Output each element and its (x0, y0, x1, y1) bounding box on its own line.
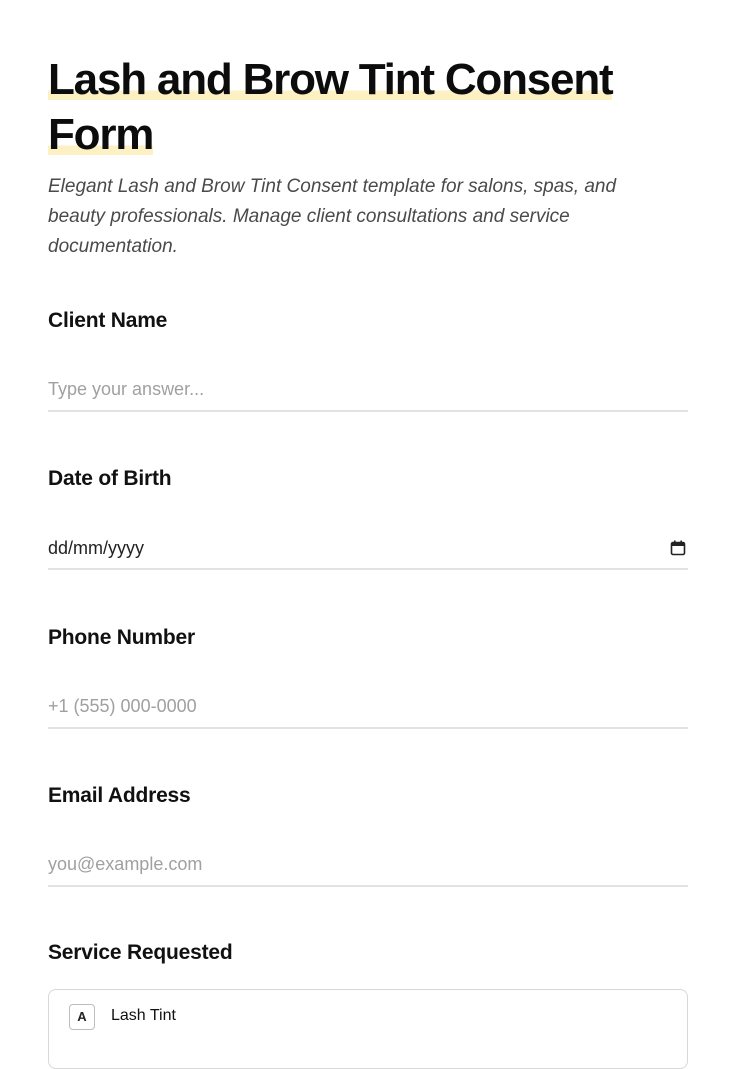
service-requested-label: Service Requested (48, 941, 233, 964)
email-address-label: Email Address (48, 784, 191, 807)
service-requested-field (48, 939, 688, 967)
page-subtitle: Elegant Lash and Brow Tint Consent template for salons, spas, and beauty professionals. Manage client consultations and service documentation. (48, 176, 617, 257)
option-key-badge: A (69, 1004, 95, 1030)
date-of-birth-input[interactable] (48, 526, 688, 570)
calendar-icon[interactable] (670, 540, 686, 556)
client-name-input[interactable] (48, 368, 688, 412)
option-label: Lash Tint (111, 1007, 176, 1024)
page-title-text: Lash and Brow Tint Consent Form (48, 55, 613, 159)
phone-number-input[interactable] (48, 685, 688, 729)
email-address-input[interactable] (48, 843, 688, 887)
date-of-birth-label: Date of Birth (48, 467, 172, 490)
page-title (48, 52, 688, 162)
email-address-field (48, 782, 688, 887)
service-option-lash-tint[interactable] (48, 989, 688, 1069)
phone-number-label: Phone Number (48, 626, 195, 649)
phone-number-field (48, 624, 688, 729)
date-of-birth-placeholder: dd/mm/yyyy (48, 538, 145, 558)
client-name-field (48, 307, 688, 412)
client-name-label: Client Name (48, 309, 168, 332)
form-page (48, 0, 688, 1024)
date-of-birth-field (48, 465, 688, 570)
